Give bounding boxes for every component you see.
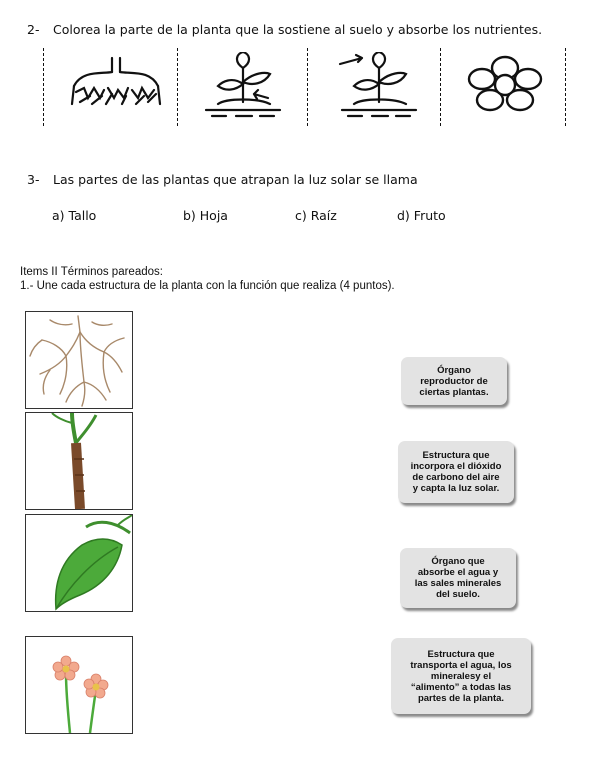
picture-stem[interactable] <box>25 412 133 510</box>
section-title: Items II Términos pareados: <box>20 266 163 278</box>
stem-icon <box>26 413 132 509</box>
dashed-divider <box>43 48 44 126</box>
choice-c[interactable]: c) Raíz <box>295 208 337 223</box>
flower-icon <box>26 637 132 733</box>
leaf-icon <box>26 515 132 611</box>
choice-a[interactable]: a) Tallo <box>52 208 97 223</box>
option-plant-leaf[interactable] <box>332 52 426 118</box>
flower-icon <box>462 52 548 118</box>
question-3-text: Las partes de las plantas que atrapan la luz solar se llama <box>53 172 418 187</box>
question-2 <box>27 22 542 37</box>
definition-card-4[interactable]: Estructura que transporta el agua, los mineralesy el “alimento” a todas las partes de la planta. <box>391 638 531 714</box>
definition-card-2[interactable]: Estructura que incorpora el dióxido de carbono del aire y capta la luz solar. <box>398 441 514 503</box>
choice-b[interactable]: b) Hoja <box>183 208 228 223</box>
definition-card-1[interactable]: Órgano reproductor de ciertas plantas. <box>401 357 507 405</box>
roots-icon <box>26 312 132 408</box>
section-instruction: 1.- Une cada estructura de la planta con la función que realiza (4 puntos). <box>20 280 395 292</box>
definition-card-3[interactable]: Órgano que absorbe el agua y las sales minerales del suelo. <box>400 548 516 608</box>
choice-d[interactable]: d) Fruto <box>397 208 446 223</box>
dashed-divider <box>440 48 441 126</box>
option-plant-stem[interactable] <box>196 52 290 118</box>
picture-flower[interactable] <box>25 636 133 734</box>
plant-stem-arrow-icon <box>196 52 290 118</box>
option-roots[interactable] <box>62 52 166 118</box>
question-2-text: Colorea la parte de la planta que la sostiene al suelo y absorbe los nutrientes. <box>53 22 543 37</box>
question-3-number: 3- <box>27 172 40 187</box>
picture-roots[interactable] <box>25 311 133 409</box>
dashed-divider <box>307 48 308 126</box>
plant-leaf-arrow-icon <box>332 52 426 118</box>
roots-icon <box>62 52 166 118</box>
dashed-divider <box>565 48 566 126</box>
dashed-divider <box>177 48 178 126</box>
question-2-number: 2- <box>27 22 40 37</box>
picture-leaf[interactable] <box>25 514 133 612</box>
option-flower[interactable] <box>462 52 548 118</box>
question-3 <box>27 172 418 187</box>
